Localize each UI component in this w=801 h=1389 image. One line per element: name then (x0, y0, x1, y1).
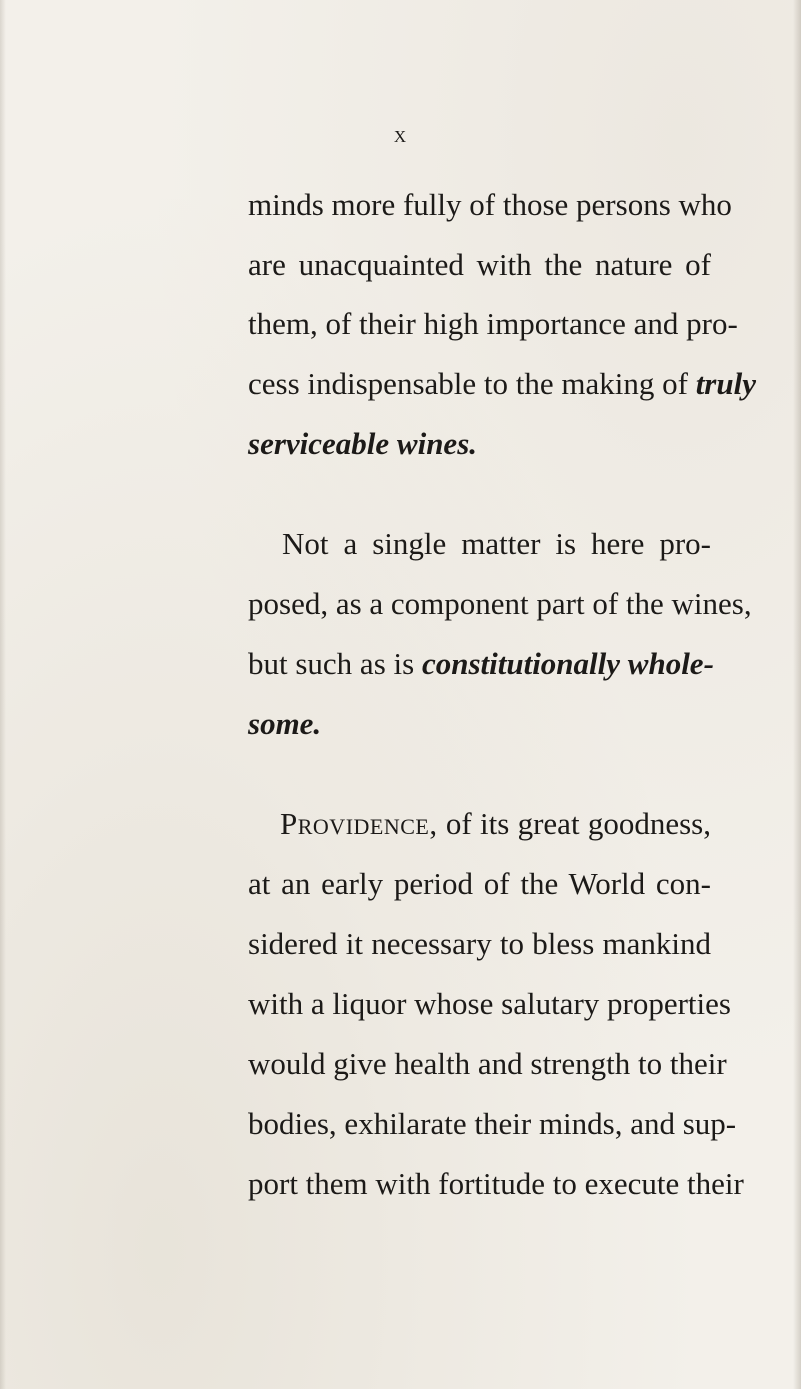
page-edge-left (0, 0, 6, 1389)
page-edge-right (793, 0, 801, 1389)
line-text: cess indispensable to the making of (248, 366, 696, 401)
line-text: of its great goodness, (437, 806, 711, 841)
smallcaps-text: Providence, (280, 806, 438, 841)
italic-text: serviceable wines. (248, 426, 478, 461)
text-line (248, 1106, 737, 1142)
italic-text: truly (695, 366, 756, 401)
line-text: them, of their high importance and pro- (248, 306, 738, 341)
text-line (248, 366, 756, 402)
text-line (248, 646, 714, 682)
text-line (248, 1166, 744, 1202)
line-text: bodies, exhilarate their minds, and sup- (248, 1106, 737, 1141)
text-line (248, 426, 477, 462)
text-line (248, 187, 732, 223)
text-line (248, 1046, 727, 1082)
text-line (248, 586, 752, 622)
line-text: sidered it necessary to bless mankind (248, 926, 711, 961)
line-text: Not a single matter is here pro- (282, 526, 711, 561)
text-line (280, 806, 711, 842)
line-text: but such as is (248, 646, 422, 681)
line-text: are unacquainted with the nature of (248, 247, 711, 282)
line-text: port them with fortitude to execute their (248, 1166, 744, 1201)
line-text: at an early period of the World con- (248, 866, 711, 901)
line-text: posed, as a component part of the wines, (248, 586, 752, 621)
text-line (248, 986, 731, 1022)
text-line (248, 706, 321, 742)
italic-text: constitutionally whole- (421, 646, 714, 681)
text-line (248, 926, 711, 962)
line-text: would give health and strength to their (248, 1046, 727, 1081)
text-line (248, 306, 738, 342)
line-text: with a liquor whose salutary properties (248, 986, 731, 1021)
text-line (248, 866, 711, 902)
text-line (282, 526, 711, 562)
text-line (248, 247, 711, 283)
page-number: x (393, 122, 408, 148)
italic-text: some. (248, 706, 322, 741)
line-text: minds more fully of those persons who (248, 187, 732, 222)
